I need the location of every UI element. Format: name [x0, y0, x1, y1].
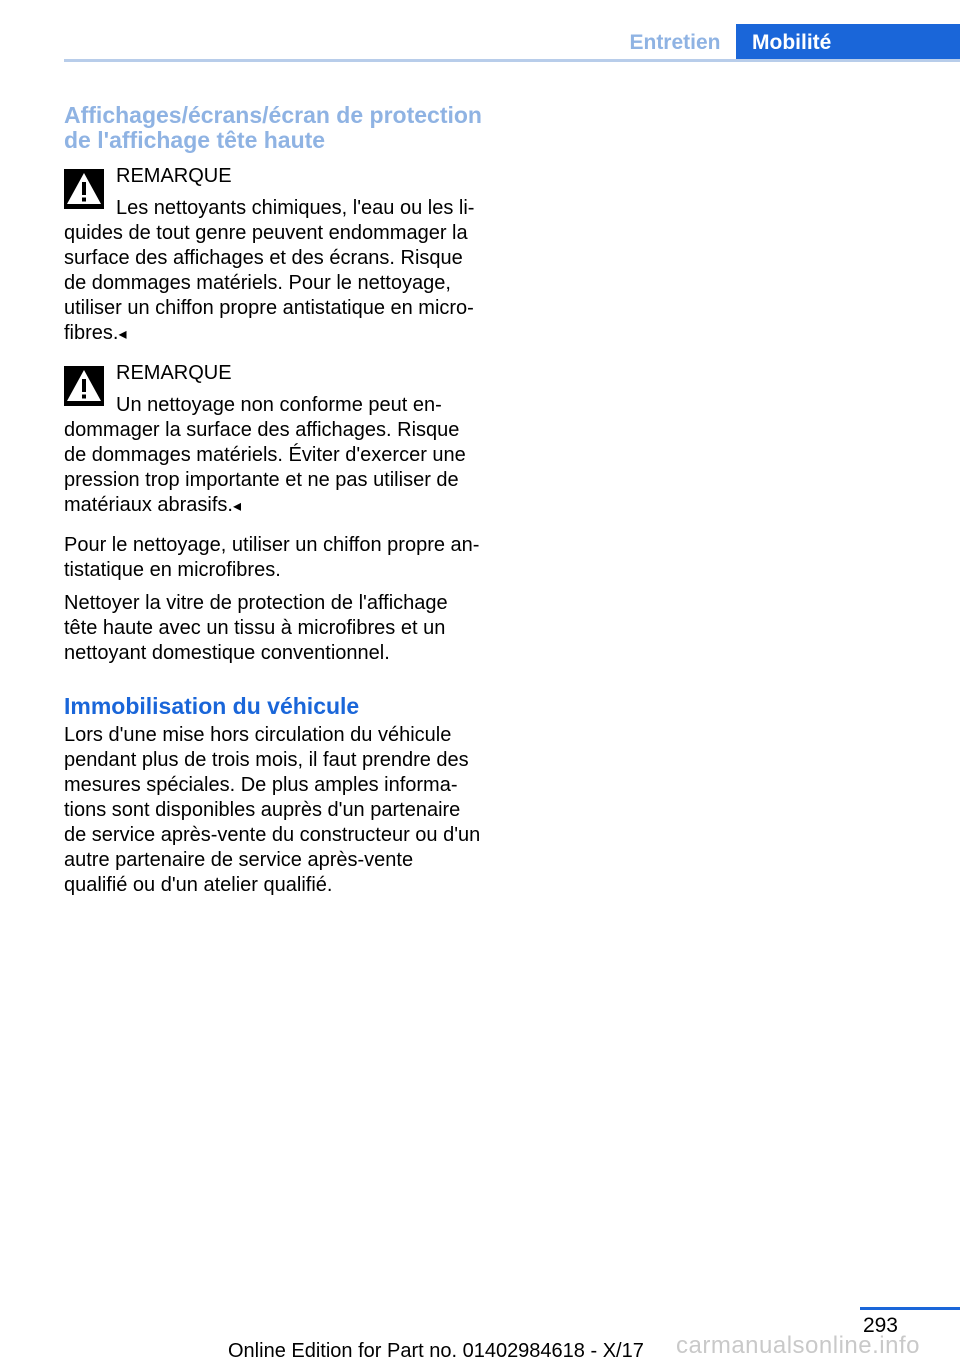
warning-triangle-icon [64, 169, 104, 209]
end-mark-icon: ◂ [118, 326, 127, 343]
tab-entretien[interactable]: Entretien [629, 31, 721, 54]
warning-note-1 [64, 164, 482, 347]
warning-triangle-icon [64, 366, 104, 406]
paragraph-cleaning-cloth: Pour le nettoyage, utiliser un chiffon propre an- tistatique en microfibres. [64, 534, 480, 581]
edition-info: Online Edition for Part no. 01402984618 - X/17 [228, 1340, 644, 1362]
warning-note-2 [64, 361, 482, 519]
note-text: Les nettoyants chimiques, l'eau ou les li- quides de tout genre peuvent endommager la surface des affichages et des écrans. Risque de dommages matériels. Pour le nettoyage, utiliser un chiffon propre antistatique en micro- fibres. [64, 197, 475, 344]
page-header [64, 24, 960, 62]
note-title: REMARQUE [116, 165, 232, 187]
note-text: Un nettoyage non conforme peut en- dommager la surface des affichages. Risque de dommages matériels. Éviter d'exercer une pression trop importante et ne pas utiliser de matériaux abrasifs. [64, 394, 466, 516]
main-content [64, 103, 482, 898]
paragraph-hud-glass: Nettoyer la vitre de protection de l'affichage tête haute avec un tissu à microfibres et un nettoyant domestique conventionnel. [64, 592, 448, 664]
end-mark-icon: ◂ [232, 498, 241, 515]
header-divider [64, 59, 960, 62]
paragraph-immobilisation: Lors d'une mise hors circulation du véhicule pendant plus de trois mois, il faut prendre des mesures spéciales. De plus amples informa- tions sont disponibles auprès d'un partenaire de service après-vente du constructeur ou d'un autre partenaire de service après-vente qualifié ou d'un atelier qualifié. [64, 724, 481, 896]
tab-mobilite[interactable]: Mobilité [736, 24, 960, 62]
page-number: 293 [862, 1314, 898, 1337]
watermark: carmanualsonline.info [676, 1332, 920, 1359]
footer-divider [860, 1307, 960, 1310]
section-heading-display-cleaning: Affichages/écrans/écran de protection de l'affichage tête haute [64, 102, 482, 153]
section-heading-immobilisation: Immobilisation du véhicule [64, 693, 360, 719]
note-title: REMARQUE [116, 362, 232, 384]
